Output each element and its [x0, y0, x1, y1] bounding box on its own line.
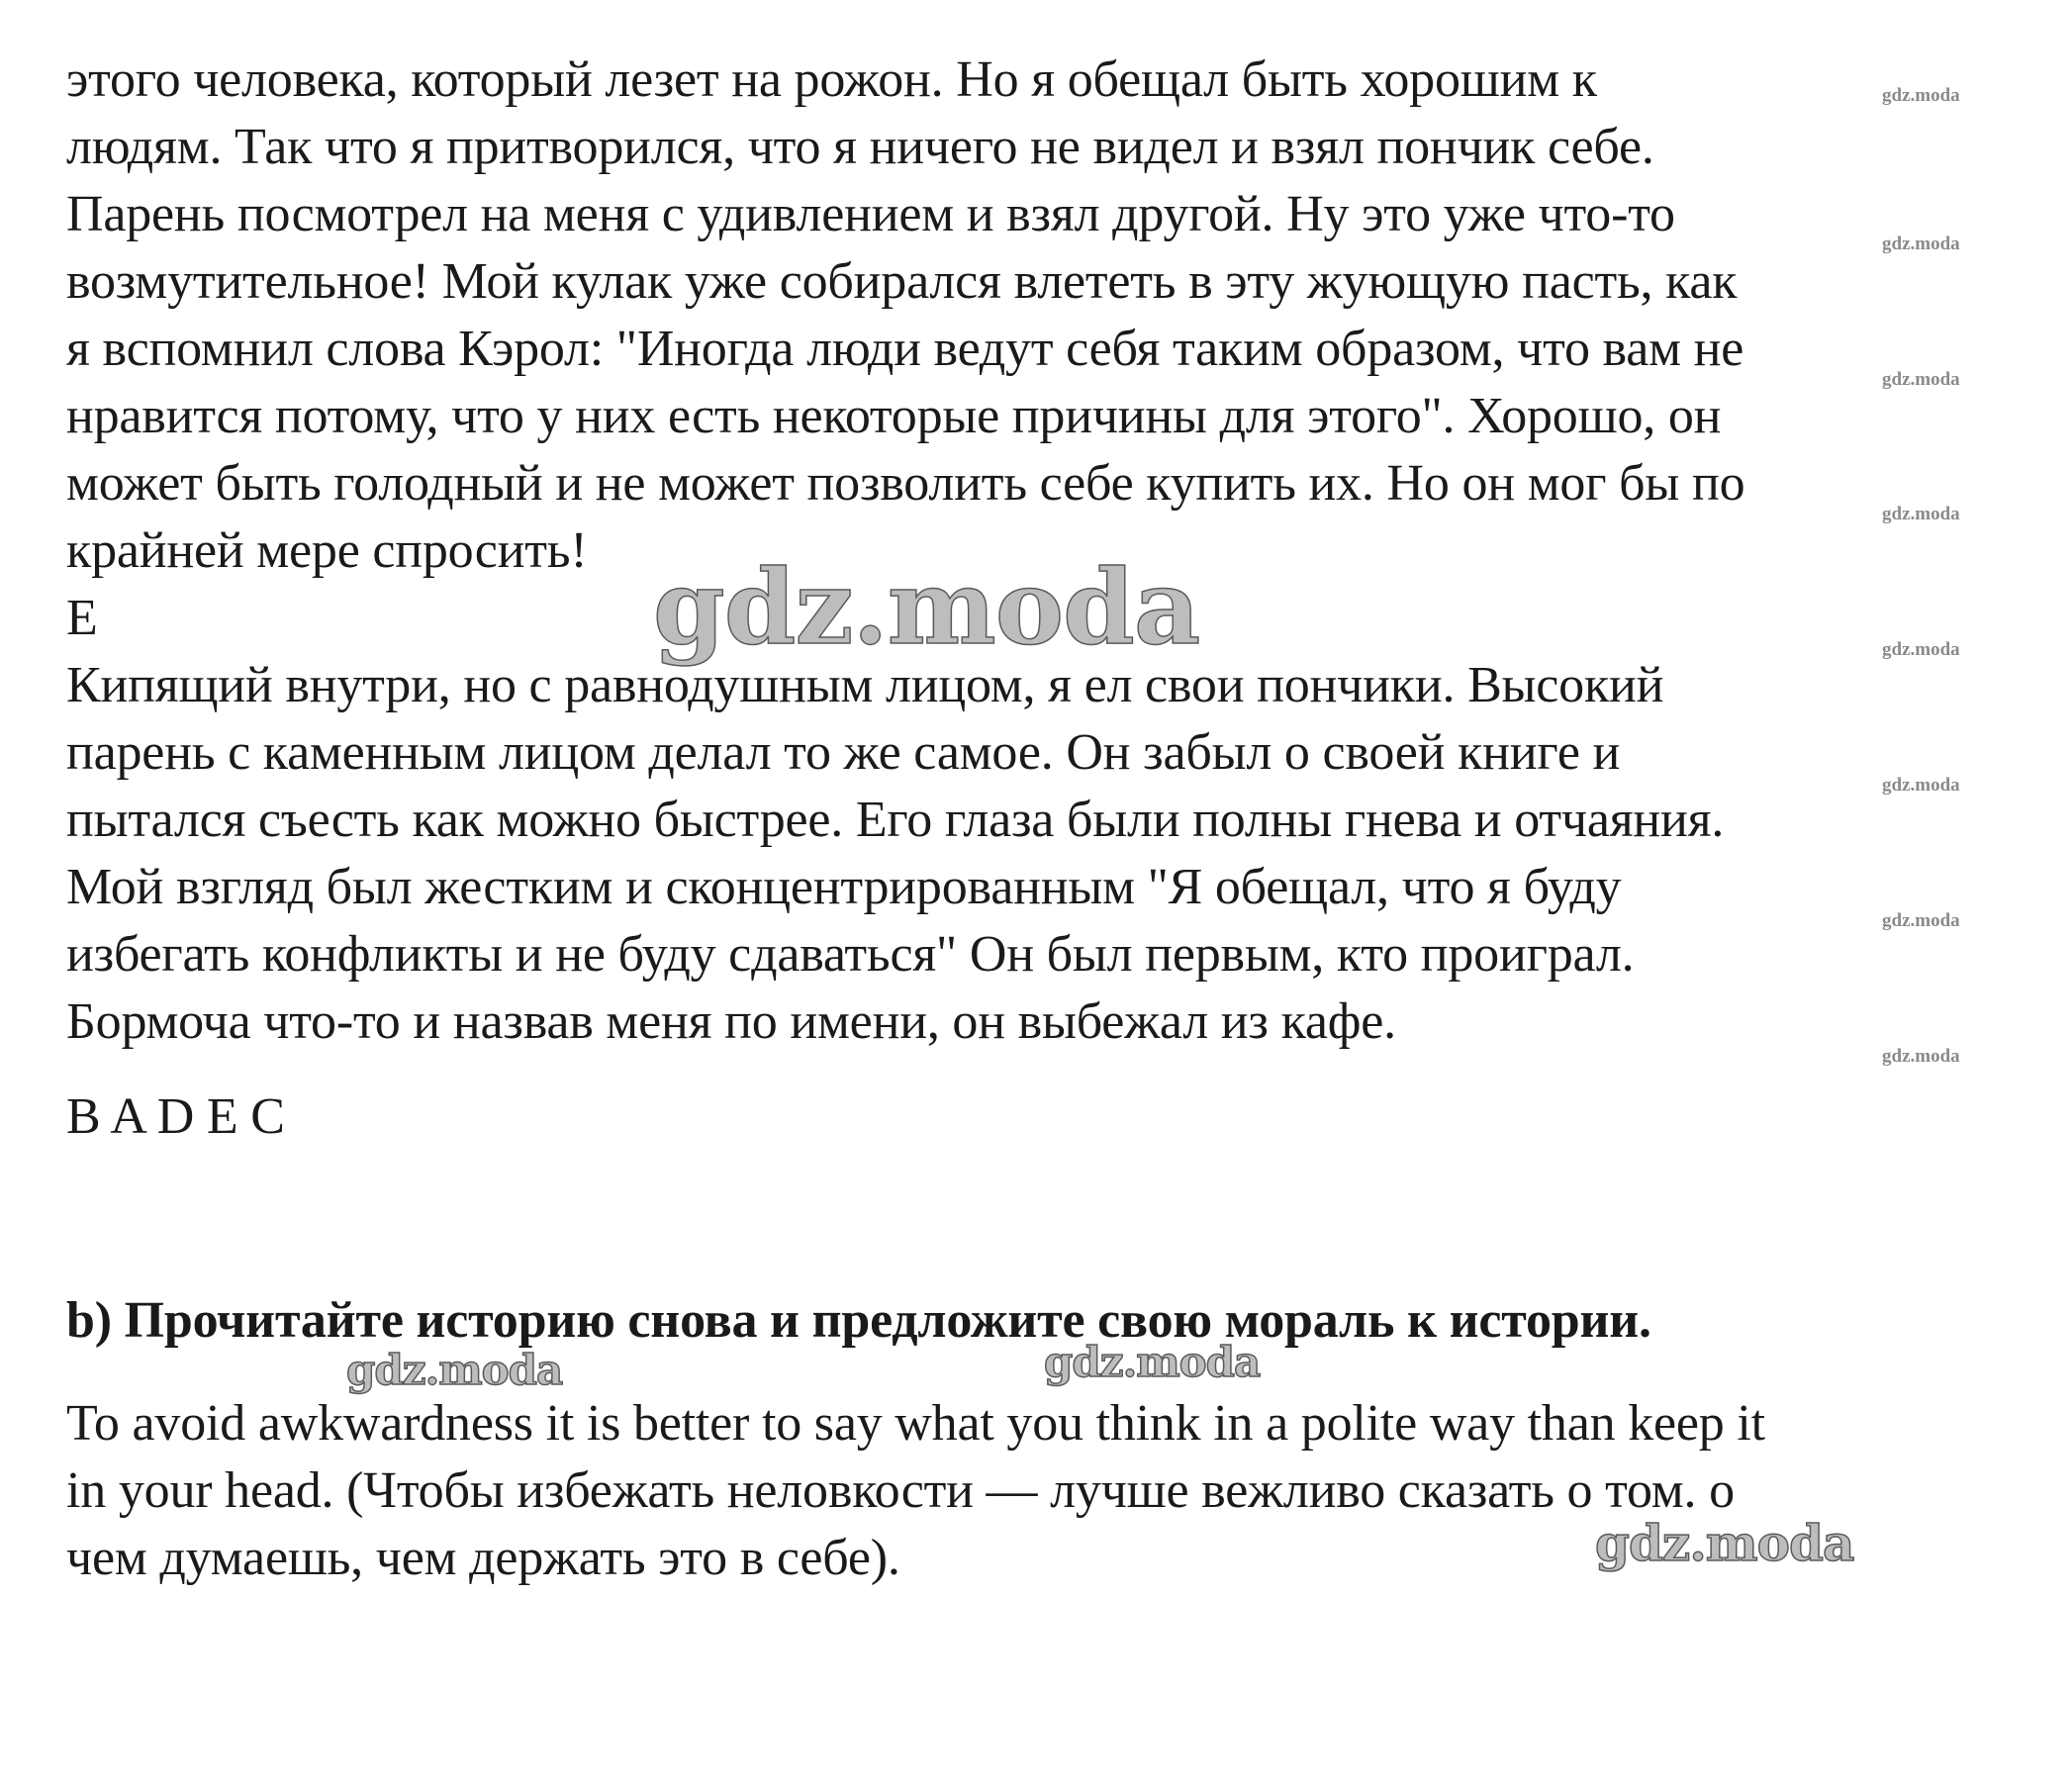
paragraph-line: парень с каменным лицом делал то же самое. Он забыл о своей книге и [66, 724, 1621, 781]
watermark-medium: gdz.moda [1595, 1514, 1854, 1572]
paragraph-line: крайней мере спросить! [66, 522, 588, 579]
answer-sequence: B A D E C [66, 1088, 285, 1145]
answer-letter: E [66, 590, 98, 646]
paragraph-line: этого человека, который лезет на рожон. Но я обещал быть хорошим к [66, 51, 1597, 108]
watermark-small: gdz.moda [1882, 234, 1960, 254]
task-heading: b) Прочитайте историю снова и предложите свою мораль к истории. [66, 1292, 1651, 1349]
paragraph-line: возмутительное! Мой кулак уже собирался влететь в эту жующую пасть, как [66, 253, 1738, 310]
watermark-small: gdz.moda [1882, 775, 1960, 796]
paragraph-line: я вспомнил слова Кэрол: "Иногда люди ведут себя таким образом, что вам не [66, 321, 1744, 377]
paragraph-line: Кипящий внутри, но с равнодушным лицом, я ел свои пончики. Высокий [66, 657, 1664, 713]
paragraph-line: людям. Так что я притворился, что я ничего не видел и взял пончик себе. [66, 119, 1654, 175]
paragraph-line: Бормоча что-то и назвав меня по имени, он выбежал из кафе. [66, 993, 1396, 1050]
watermark-medium: gdz.moda [1044, 1338, 1261, 1386]
paragraph-line: избегать конфликты и не буду сдаваться" Он был первым, кто проиграл. [66, 926, 1635, 983]
watermark-large: gdz.moda [653, 546, 1200, 668]
paragraph-line: нравится потому, что у них есть некоторые причины для этого". Хорошо, он [66, 388, 1722, 444]
paragraph-line: может быть голодный и не может позволить себе купить их. Но он мог бы по [66, 455, 1745, 512]
answer-line: чем думаешь, чем держать это в себе). [66, 1530, 900, 1586]
watermark-small: gdz.moda [1882, 639, 1960, 660]
watermark-medium: gdz.moda [346, 1346, 563, 1394]
answer-line: To avoid awkwardness it is better to say what you think in a polite way than keep it [66, 1395, 1765, 1452]
paragraph-line: Мой взгляд был жестким и сконцентрированным "Я обещал, что я буду [66, 859, 1622, 915]
paragraph-line: Парень посмотрел на меня с удивлением и взял другой. Ну это уже что-то [66, 186, 1675, 242]
watermark-small: gdz.moda [1882, 369, 1960, 390]
watermark-small: gdz.moda [1882, 910, 1960, 931]
paragraph-line: пытался съесть как можно быстрее. Его глаза были полны гнева и отчаяния. [66, 792, 1725, 848]
watermark-small: gdz.moda [1882, 1046, 1960, 1067]
watermark-small: gdz.moda [1882, 85, 1960, 106]
watermark-small: gdz.moda [1882, 504, 1960, 524]
answer-line: in your head. (Чтобы избежать неловкости — лучше вежливо сказать о том. о [66, 1462, 1735, 1519]
